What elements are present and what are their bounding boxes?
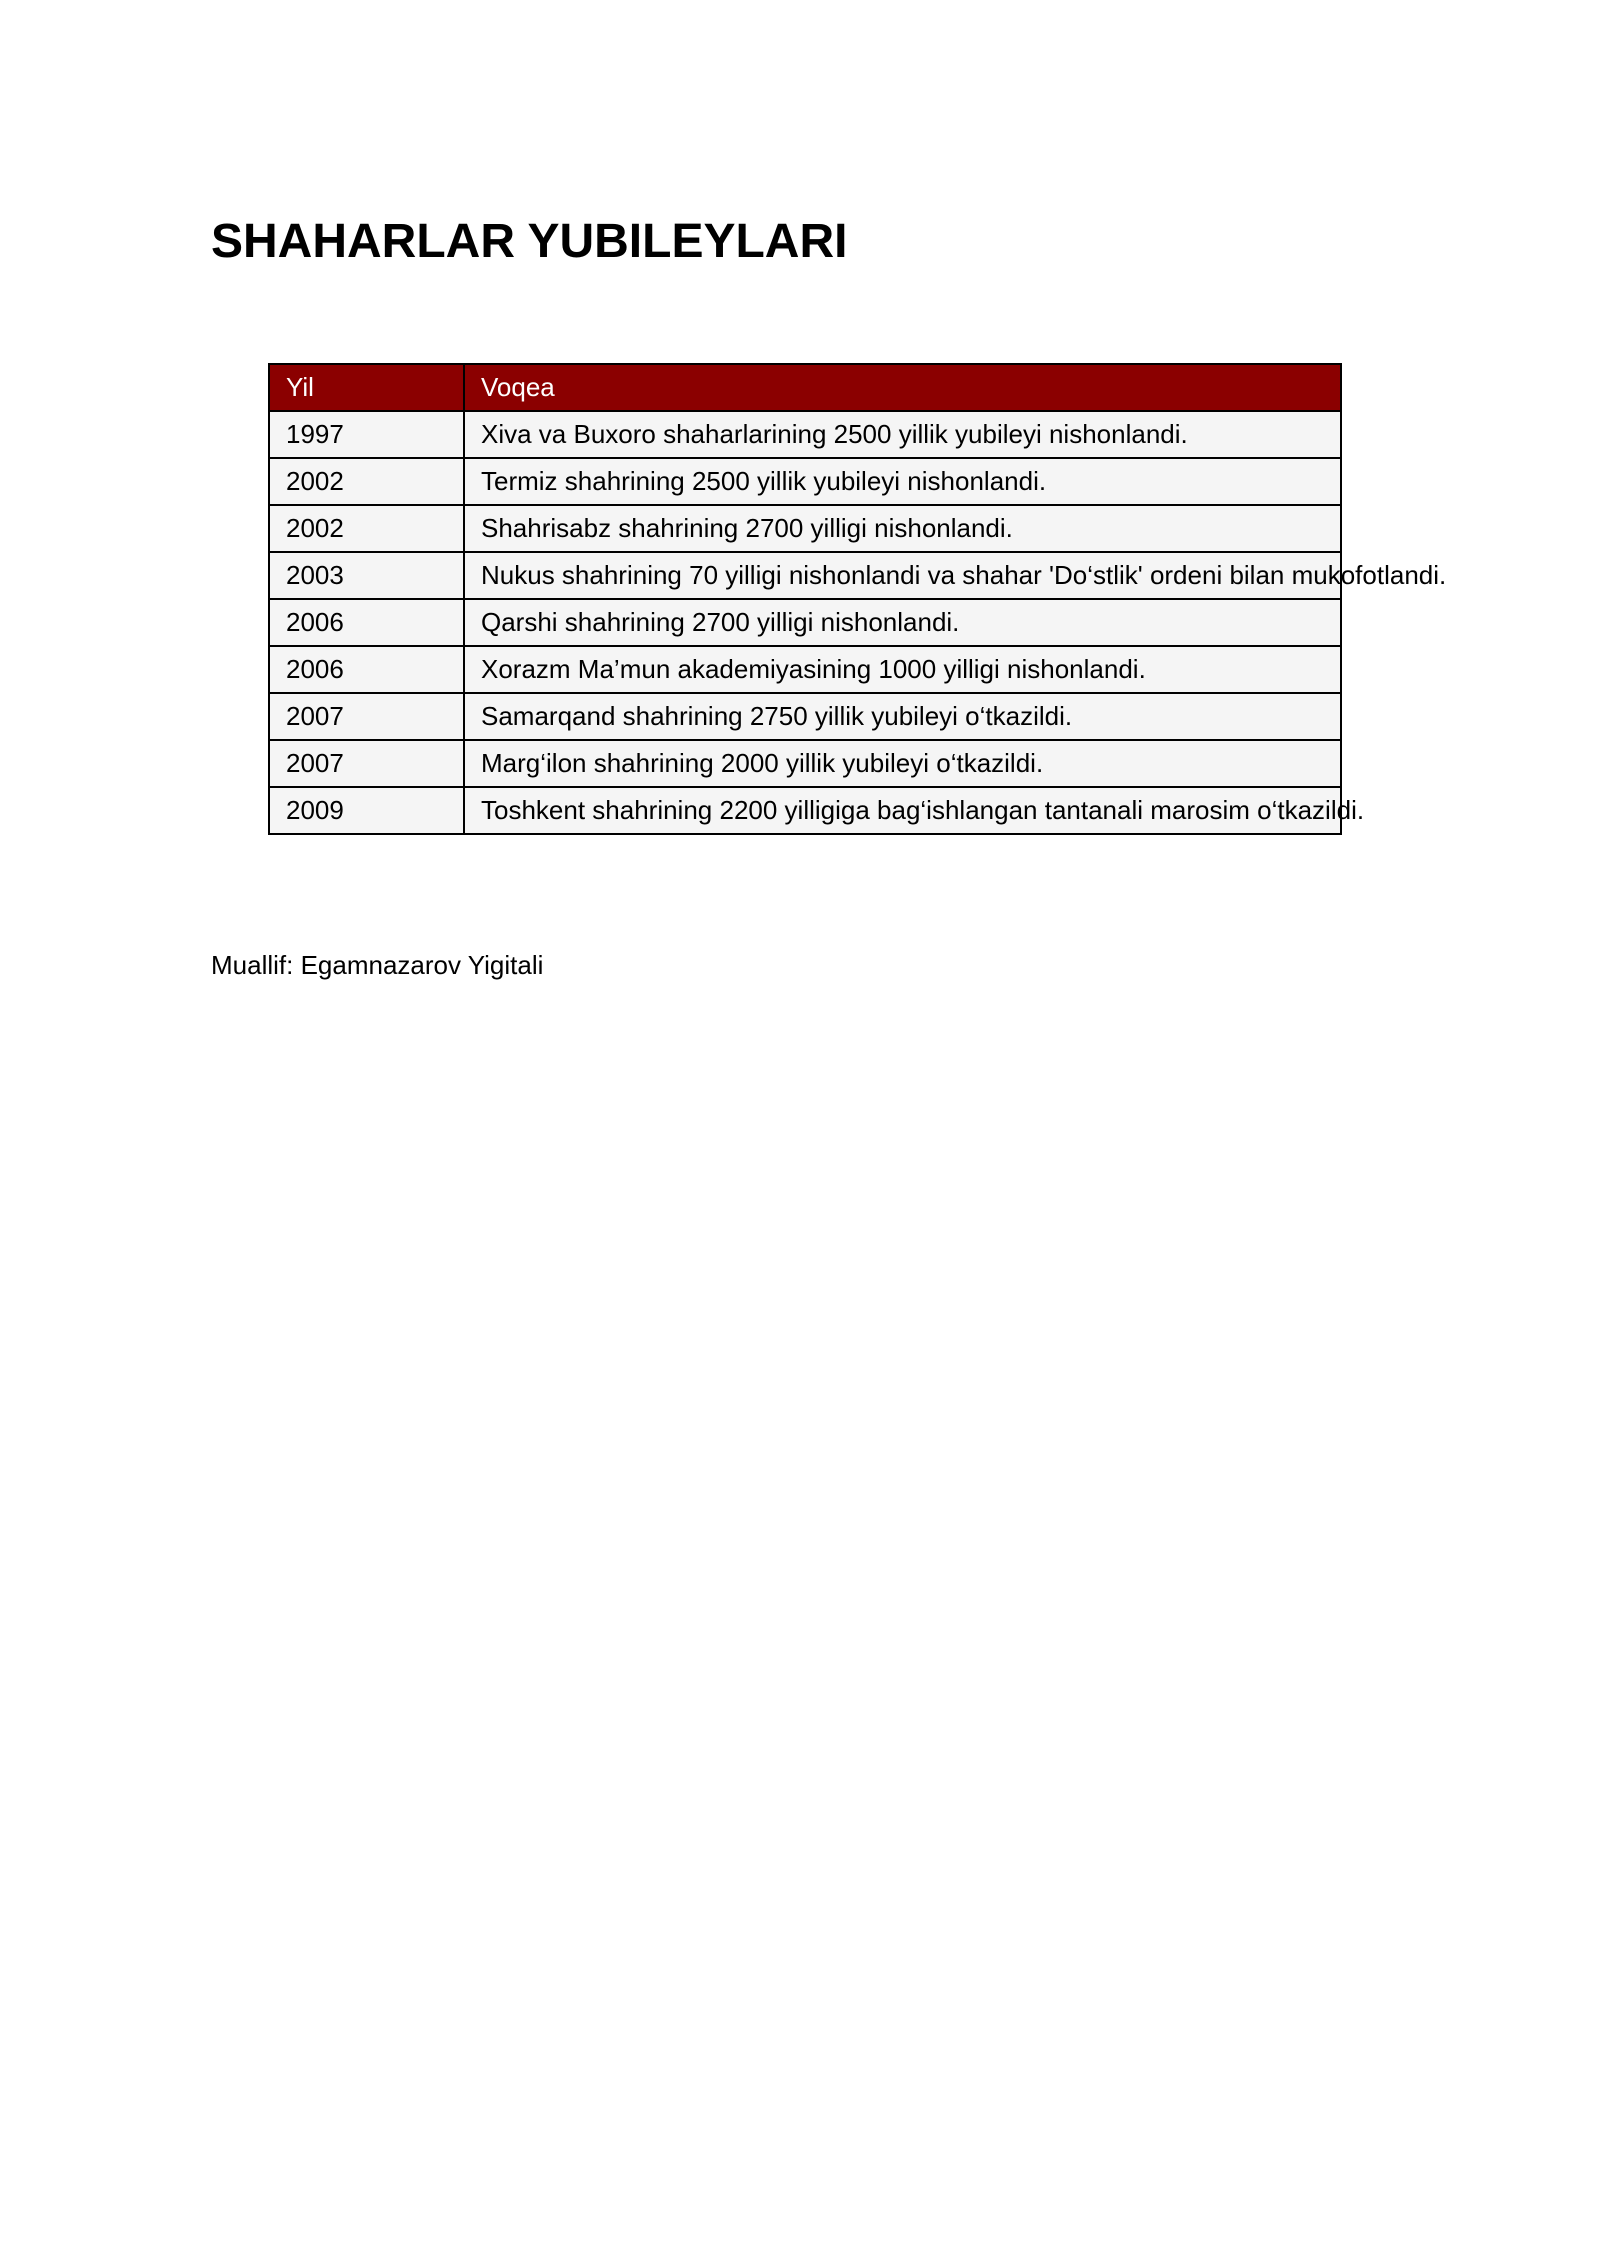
column-header-event: Voqea (464, 364, 1341, 411)
page-title: SHAHARLAR YUBILEYLARI (211, 215, 848, 268)
jubilee-table (268, 363, 1447, 835)
table-cell-event: Termiz shahrining 2500 yillik yubileyi nishonlandi. (464, 458, 1341, 505)
table-row (269, 693, 1341, 740)
table-cell-event: Xorazm Ma’mun akademiyasining 1000 yilligi nishonlandi. (464, 646, 1341, 693)
table-row (269, 411, 1341, 458)
table-header-row (269, 364, 1341, 411)
table-row (269, 552, 1341, 599)
table-cell-year: 2007 (269, 740, 464, 787)
table-cell-event: Shahrisabz shahrining 2700 yilligi nishonlandi. (464, 505, 1341, 552)
table-cell-event: Samarqand shahrining 2750 yillik yubileyi o‘tkazildi. (464, 693, 1341, 740)
table-header (269, 364, 1341, 411)
table-cell-year: 2006 (269, 599, 464, 646)
table-row (269, 458, 1341, 505)
table-cell-year: 2009 (269, 787, 464, 834)
table-cell-event: Qarshi shahrining 2700 yilligi nishonlandi. (464, 599, 1341, 646)
table-cell-year: 1997 (269, 411, 464, 458)
column-header-year: Yil (269, 364, 464, 411)
table-cell-event: Toshkent shahrining 2200 yilligiga bag‘ishlangan tantanali marosim o‘tkazildi. (464, 787, 1341, 834)
table-cell-year: 2003 (269, 552, 464, 599)
table-cell-event: Xiva va Buxoro shaharlarining 2500 yillik yubileyi nishonlandi. (464, 411, 1341, 458)
table-cell-event: Marg‘ilon shahrining 2000 yillik yubileyi o‘tkazildi. (464, 740, 1341, 787)
table-cell-event: Nukus shahrining 70 yilligi nishonlandi va shahar 'Do‘stlik' ordeni bilan mukofotlandi. (464, 552, 1341, 599)
table-cell-year: 2002 (269, 458, 464, 505)
table-row (269, 646, 1341, 693)
table-body (269, 411, 1447, 834)
table-row (269, 787, 1341, 834)
table-cell-year: 2002 (269, 505, 464, 552)
table-row (269, 599, 1341, 646)
author-line: Muallif: Egamnazarov Yigitali (211, 950, 544, 980)
table-row (269, 740, 1341, 787)
table-cell-year: 2006 (269, 646, 464, 693)
table-row (269, 505, 1341, 552)
table-cell-year: 2007 (269, 693, 464, 740)
